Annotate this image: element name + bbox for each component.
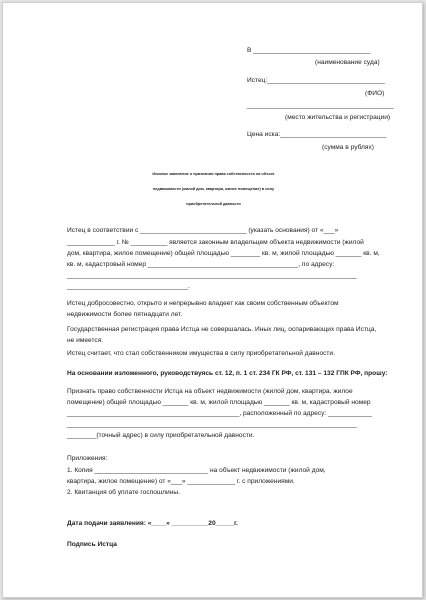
fio-note: (ФИО) (365, 90, 385, 97)
paragraph-1-line-6: _________________________________. (67, 283, 190, 290)
paragraph-4-line-1: Истец считает, что стал собственником имущества в силу приобретательной давности. (67, 350, 335, 357)
court-line: В ________________________________ (247, 47, 371, 54)
attachment-2: 2. Квитанция об уплате госпошлины. (67, 489, 180, 496)
court-note: (наименование суда) (315, 59, 380, 66)
request-line-3: _______________________________________________, расположенный по адресу: ____________ (67, 410, 373, 417)
request-line-1: Признать право собственности Истца на объект недвижимости (жилой дом, квартира, жилое (67, 388, 353, 395)
signature-label: Подпись Истца (67, 541, 117, 548)
attachment-1-line-1: 1. Копия _______________________________ на объект недвижимости (жилой дом, (67, 467, 326, 474)
sum-note: (сумма в рублях) (322, 144, 374, 151)
plaintiff-line: Истец:________________________________ (247, 77, 385, 84)
paragraph-1-line-3: дом, квартира, жилое помещение) общей площадью ________ кв. м, жилой площадью _______ кв. м, (67, 250, 380, 257)
document-title-line-1: Исковое заявление о признании права собственности на объект (152, 172, 275, 176)
legal-basis: На основании изложенного, руководствуясь ст. 12, п. 1 ст. 234 ГК РФ, ст. 131 – 132 ГПК РФ, прошу: (67, 370, 388, 377)
paragraph-1-line-5: _______________________________________________________________________________ (67, 272, 357, 279)
paragraph-3-line-1: Государственная регистрация права Истца не совершалась. Иных лиц, оспаривающих права Истца, (67, 326, 377, 333)
paragraph-1-line-1: Истец в соответствии с _____________________________ (указать основания) от «___» (67, 227, 339, 234)
document-page (2, 2, 423, 598)
document-title-line-2: недвижимости (жилой дом, квартира, жилое помещение) в силу (152, 187, 275, 191)
request-line-5: ________(точный адрес) в силу приобретательной давности. (67, 432, 255, 439)
document-title-line-3: приобретательной давности (186, 202, 241, 206)
request-line-4: _______________________________________________________________________________ (67, 421, 357, 428)
paragraph-2-line-2: недвижимости более пятнадцати лет. (67, 311, 183, 318)
paragraph-2-line-1: Истец добросовестно, открыто и непрерывно владеет как своим собственным объектом (67, 300, 339, 307)
paragraph-1-line-2: _____________ г. № __________ является законным владельцем объекта недвижимости (жилой (67, 239, 364, 246)
request-line-2: помещение) общей площадью _______ кв. м, жилой площадью _______ кв. м, кадастровый номер (67, 399, 371, 406)
paragraph-3-line-2: не имеется. (67, 337, 104, 344)
attachments-heading: Приложения: (67, 455, 108, 462)
address-line: ________________________________________ (247, 102, 394, 109)
claim-price-line: Цена иска:_____________________________ (247, 131, 387, 138)
attachment-1-line-2: квартира, жилое помещение) от «___» _____________ г. с приложениями. (67, 478, 295, 485)
paragraph-1-line-4: кв. м, кадастровый номер _________________________________________, по адресу: (67, 261, 335, 268)
submission-date: Дата подачи заявления: «____» __________20_____г. (67, 520, 238, 527)
address-note: (место жительства и регистрации) (285, 114, 391, 121)
